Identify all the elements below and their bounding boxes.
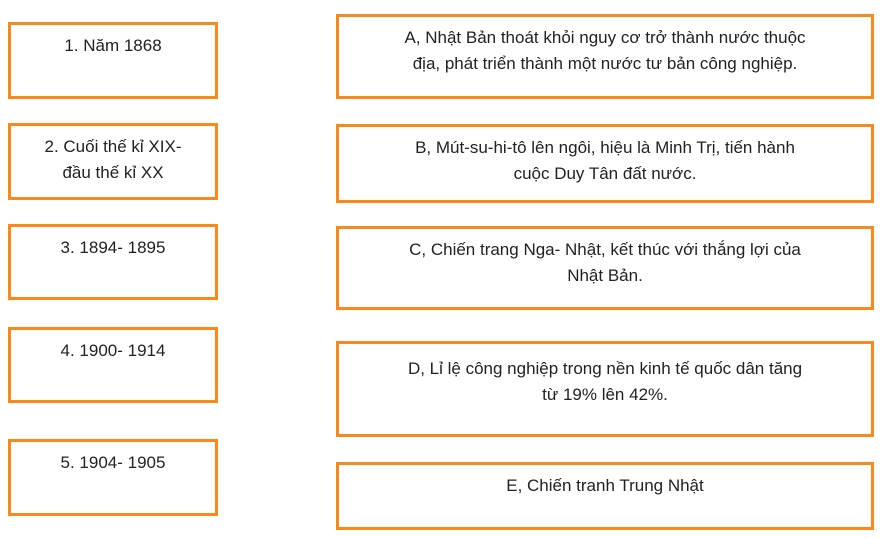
- event-box-a: [336, 14, 874, 99]
- event-label-e: E, Chiến tranh Trung Nhật: [506, 476, 704, 495]
- event-box-d: [336, 341, 874, 437]
- time-box-4: [8, 327, 218, 403]
- time-label-3: 3. 1894- 1895: [60, 238, 166, 257]
- event-label-c: C, Chiến trang Nga- Nhật, kết thúc với thắng lợi của Nhật Bản.: [409, 240, 801, 285]
- time-label-2: 2. Cuối thế kỉ XIX- đầu thế kỉ XX: [44, 137, 182, 182]
- time-box-5: [8, 439, 218, 516]
- event-box-b: [336, 124, 874, 203]
- event-label-b: B, Mút-su-hi-tô lên ngôi, hiệu là Minh Trị, tiến hành cuộc Duy Tân đất nước.: [415, 138, 795, 183]
- event-label-d: D, Lỉ lệ công nghiệp trong nền kinh tế quốc dân tăng từ 19% lên 42%.: [407, 359, 803, 404]
- time-label-5: 5. 1904- 1905: [60, 453, 166, 472]
- time-label-1: 1. Năm 1868: [64, 36, 162, 55]
- event-box-c: [336, 226, 874, 310]
- time-label-4: 4. 1900- 1914: [60, 341, 166, 360]
- time-box-3: [8, 224, 218, 300]
- event-label-a: A, Nhật Bản thoát khỏi nguy cơ trở thành nước thuộc địa, phát triển thành một nước tư bản công nghiệp.: [404, 28, 806, 73]
- time-box-1: [8, 22, 218, 99]
- event-box-e: [336, 462, 874, 530]
- time-box-2: [8, 123, 218, 200]
